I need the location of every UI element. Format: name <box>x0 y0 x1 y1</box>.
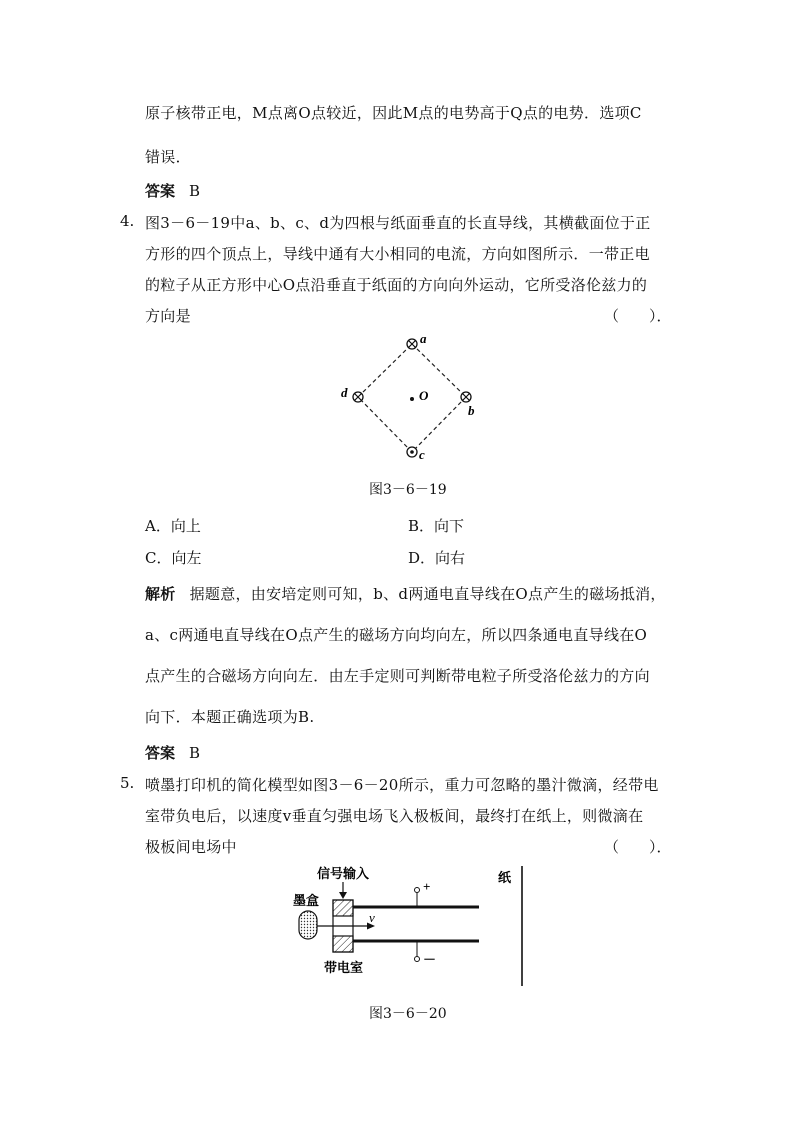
label-o: O <box>419 388 429 403</box>
prev-text-line-2: 错误． <box>145 148 191 166</box>
plus-label: + <box>423 879 431 894</box>
negative-terminal-icon <box>415 941 420 962</box>
label-d: d <box>341 385 348 400</box>
q4-answer <box>145 742 200 763</box>
answer-label: 答案 <box>145 744 176 762</box>
analysis-line-1 <box>145 583 666 604</box>
figure-3-6-20-caption: 图3－6－20 <box>369 1006 447 1022</box>
option-c: C．向左 <box>145 549 202 567</box>
q4-line-4: 方向是 <box>145 307 191 325</box>
answer-value: B <box>189 182 201 200</box>
analysis-line-2: a、c两通电直导线在O点产生的磁场方向均向左，所以四条通电直导线在O <box>145 626 648 644</box>
question-4-number: 4. <box>120 212 135 230</box>
charge-room-label: 带电室 <box>324 961 364 976</box>
paper-label: 纸 <box>498 871 512 886</box>
q4-answer-paren: （ ）． <box>604 307 672 325</box>
wire-b-into-page-icon <box>461 392 471 402</box>
velocity-arrow-icon <box>317 923 375 930</box>
label-b: b <box>468 403 475 418</box>
figure-3-6-20 <box>285 860 535 990</box>
q4-line-1: 图3－6－19中a、b、c、d为四根与纸面垂直的长直导线，其横截面位于正 <box>145 214 651 232</box>
analysis-line-3: 点产生的合磁场方向向左．由左手定则可判断带电粒子所受洛伦兹力的方向 <box>145 667 650 685</box>
minus-label: － <box>423 952 437 967</box>
option-d: D．向右 <box>408 549 466 567</box>
signal-input-label: 信号输入 <box>317 867 370 882</box>
analysis-label: 解析 <box>145 585 176 603</box>
wire-a-into-page-icon <box>407 339 417 349</box>
q5-line-3: 极板间电场中 <box>145 838 237 856</box>
analysis-text-1: 据题意，由安培定则可知，b、d两通电直导线在O点产生的磁场抵消， <box>189 585 666 603</box>
q5-line-1: 喷墨打印机的简化模型如图3－6－20所示，重力可忽略的墨汁微滴，经带电 <box>145 776 659 794</box>
label-a: a <box>420 331 427 346</box>
wire-d-into-page-icon <box>353 392 363 402</box>
q5-line-2: 室带负电后，以速度v垂直匀强电场飞入极板间，最终打在纸上，则微滴在 <box>145 807 644 825</box>
figure-3-6-19 <box>330 328 500 468</box>
wire-c-out-of-page-icon <box>407 447 417 457</box>
answer-value: B <box>189 744 201 762</box>
q4-line-2: 方形的四个顶点上，导线中通有大小相同的电流，方向如图所示．一带正电 <box>145 245 650 263</box>
figure-3-6-19-caption: 图3－6－19 <box>369 482 447 498</box>
positive-terminal-icon <box>415 888 420 908</box>
label-c: c <box>419 447 425 462</box>
prev-answer <box>145 180 200 201</box>
velocity-label: v <box>369 910 375 925</box>
prev-text-line-1: 原子核带正电，M点离O点较近，因此M点的电势高于Q点的电势．选项C <box>145 104 642 122</box>
ink-box-label: 墨盒 <box>293 894 320 909</box>
q5-answer-paren: （ ）． <box>604 838 672 856</box>
q4-line-3: 的粒子从正方形中心O点沿垂直于纸面的方向向外运动，它所受洛伦兹力的 <box>145 276 648 294</box>
ink-box-icon <box>299 911 317 939</box>
analysis-line-4: 向下．本题正确选项为B. <box>145 708 315 726</box>
question-5-number: 5. <box>120 774 135 792</box>
answer-label: 答案 <box>145 182 176 200</box>
signal-arrow-icon <box>339 882 347 899</box>
center-point-o-icon <box>410 397 414 401</box>
option-b: B．向下 <box>408 517 465 535</box>
option-a: A．向上 <box>145 517 201 535</box>
